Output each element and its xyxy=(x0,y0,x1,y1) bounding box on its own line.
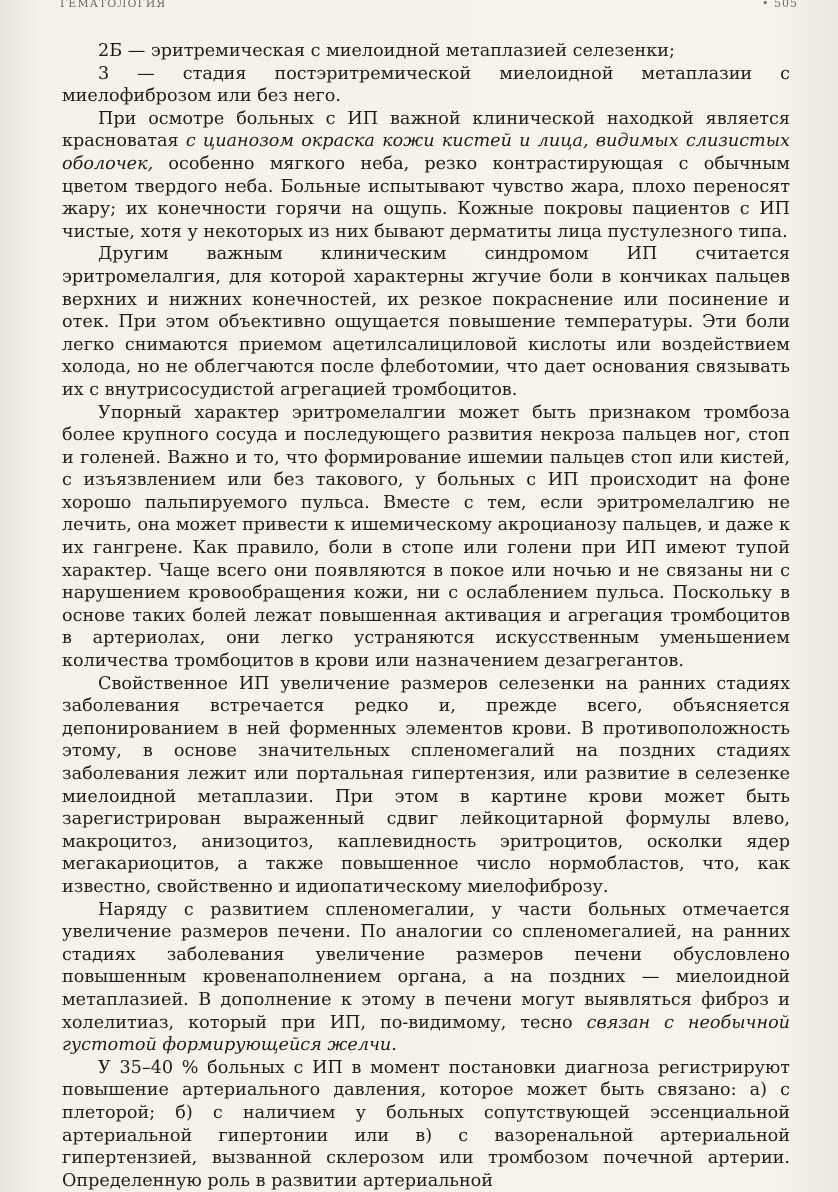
paragraph-text: Наряду с развитием спленомегалии, у части больных отмечается увеличение размеров печени. По аналогии со спленомегалией, на ранних стадиях заболевания увеличение размеров печени обусловлено повышенным кровенаполнением органа, а на поздних — миелоидной метаплазией. В дополнение к этому в печени могут выявляться фиброз и холелитиаз, который при ИП, по-видимому, тесно xyxy=(62,899,790,1033)
emphasis-text: с цианозом окраска кожи кистей и лица, видимых слизистых оболочек, xyxy=(62,131,790,174)
paragraph-thrombosis: Упорный характер эритромелалгии может быть признаком тромбоза более крупного сосуда и последующего развития некроза пальцев ног, стоп и голеней. Важно и то, что формирование ишемии пальцев стоп или кистей, с изъязвлением или без такового, у больных с ИП происходит на фоне хорошо пальпируемого пульса. Вместе с тем, если эритромелалгию не лечить, она может привести к ишемическому акроцианозу пальцев, и даже к их гангрене. Как правило, боли в стопе или голени при ИП имеют тупой характер. Чаще всего они появляются в покое или ночью и не связаны ни с нарушением кровообращения кожи, ни с ослаблением пульса. Поскольку в основе таких болей лежат повышенная активация и агрегация тромбоцитов в артериолах, они легко устраняются искусственным уменьшением количества тромбоцитов в крови или назначением дезагрегантов. xyxy=(62,402,790,672)
running-head xyxy=(60,0,798,12)
paragraph-stage-2b: 2Б — эритремическая с миелоидной метаплазией селезенки; xyxy=(98,41,675,61)
emphasis-text: связан с необычной густотой формирующейся желчи. xyxy=(62,1012,790,1056)
body-text xyxy=(62,40,790,1192)
running-head-section: ГЕМАТОЛОГИЯ xyxy=(60,0,167,10)
paragraph-examination xyxy=(62,108,790,244)
paragraph-stage-3: 3 — стадия постэритремической миелоидной метаплазии с миелофиброзом или без него. xyxy=(62,63,790,107)
paragraph-liver xyxy=(62,899,790,1057)
paragraph-text: особенно мягкого неба, резко контрастирующая с обычным цветом твердого неба. Больные испытывают чувство жара, плохо переносят жару; их конечности горячи на ощупь. Кожные покровы пациентов с ИП чистые, хотя у некоторых из них бывают дерматиты лица пустулезного типа. xyxy=(62,153,790,242)
paragraph-splenomegaly: Свойственное ИП увеличение размеров селезенки на ранних стадиях заболевания встречается редко и, прежде всего, объясняется депонированием в ней форменных элементов крови. В противоположность этому, в основе значительных спленомегалий на поздних стадиях заболевания лежит или портальная гипертензия, или развитие в селезенке миелоидной метаплазии. При этом в картине крови может быть зарегистрирован выраженный сдвиг лейкоцитарной формулы влево, макроцитоз, анизоцитоз, каплевидность эритроцитов, осколки ядер мегакариоцитов, а также повышенное число нормобластов, что, как известно, свойственно и идиопатическому миелофиброзу. xyxy=(62,673,790,897)
paragraph-erythromelalgia: Другим важным клиническим синдромом ИП считается эритромелалгия, для которой характерны жгучие боли в кончиках пальцев верхних и нижних конечностей, их резкое покраснение или посинение и отек. При этом объективно ощущается повышение температуры. Эти боли легко снимаются приемом ацетилсалициловой кислоты или воздействием холода, но не облегчаются после флеботомии, что дает основания связывать их с внутрисосудистой агрегацией тромбоцитов. xyxy=(62,244,790,400)
running-head-page-number: • 505 xyxy=(762,0,798,10)
paragraph-text: При осмотре больных с ИП важной клинической находкой является красноватая xyxy=(62,108,790,152)
paragraph-hypertension: У 35–40 % больных с ИП в момент постановки диагноза регистрируют повышение артериального давления, которое может быть связано: а) с плеторой; б) с наличием у больных сопутствующей эссенциальной артериальной гипертонии или в) с вазоренальной артериальной гипертензией, вызванной склерозом или тромбозом почечной артерии. Определенную роль в развитии артериальной xyxy=(62,1057,790,1191)
